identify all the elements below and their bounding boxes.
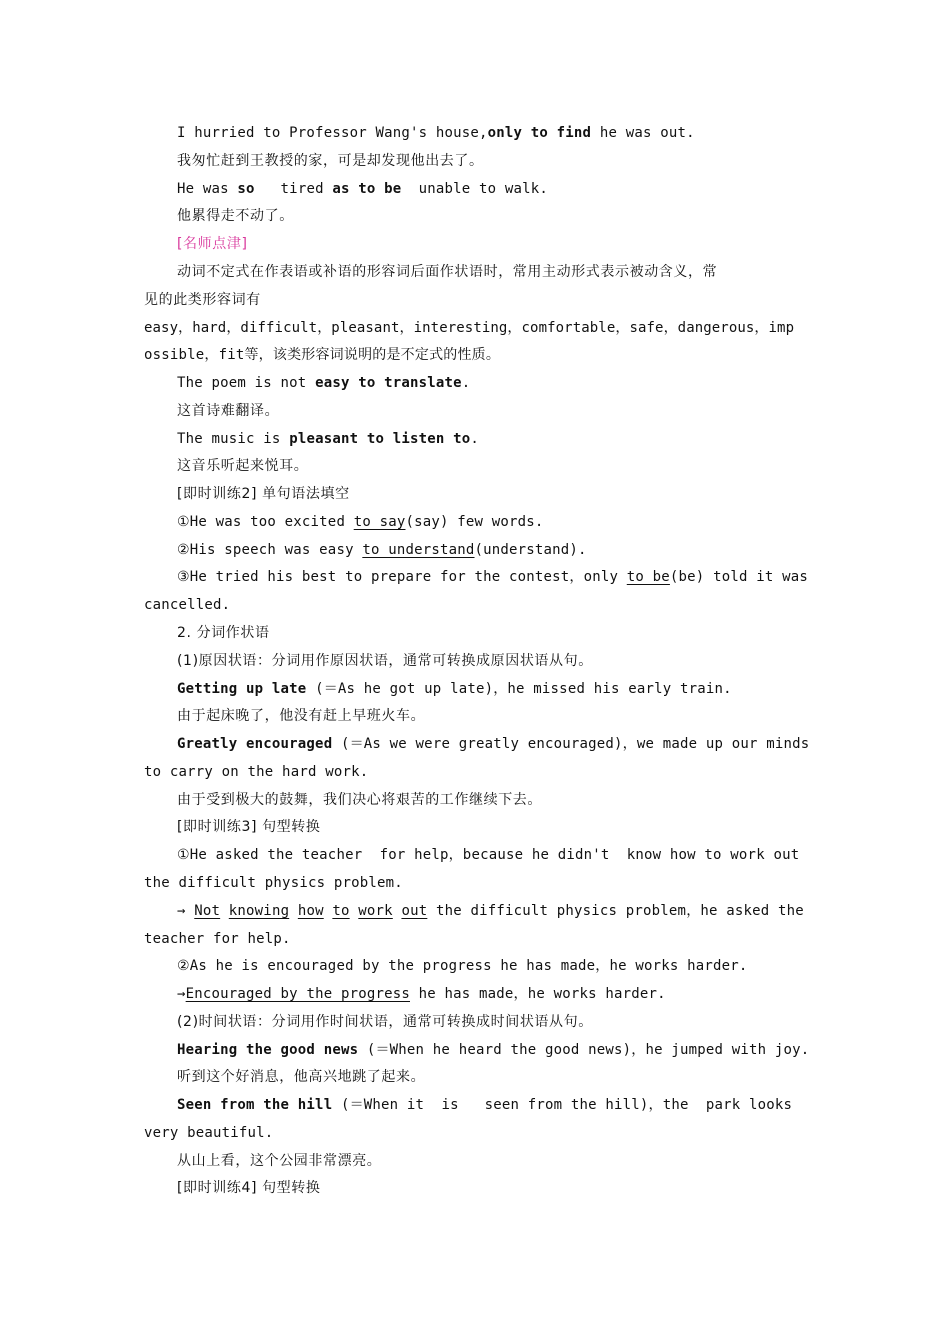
exercise-answer: →Encouraged by the progress he has made，he works harder. — [177, 986, 666, 1002]
example-sentence: Seen from the hill (＝When it is seen from the hill)，the park looks — [177, 1097, 793, 1113]
exercise-item: the difficult physics problem. — [144, 875, 403, 891]
subsection-heading: (1)原因状语：分词用作原因状语，通常可转换成原因状语从句。 — [177, 653, 593, 669]
exercise-item: ②His speech was easy to understand(understand). — [177, 542, 587, 558]
exercise-answer: → Not knowing how to work out the difficult physics problem，he asked the — [177, 903, 804, 919]
section-heading: 2. 分词作状语 — [177, 625, 270, 641]
exercise-item: ①He asked the teacher for help，because he didn't know how to work out — [177, 847, 800, 863]
exercise-heading: [即时训练4] 句型转换 — [177, 1180, 321, 1196]
exercise-item: ③He tried his best to prepare for the contest，only to be(be) told it was — [177, 569, 808, 585]
example-sentence: I hurried to Professor Wang's house,only to find he was out. — [177, 125, 695, 141]
adjective-list: ossible，fit等，该类形容词说明的是不定式的性质。 — [144, 347, 501, 363]
example-translation: 我匆忙赶到王教授的家，可是却发现他出去了。 — [177, 153, 484, 169]
example-translation: 由于起床晚了，他没有赶上早班火车。 — [177, 708, 426, 724]
example-sentence: to carry on the hard work. — [144, 764, 369, 780]
example-translation: 听到这个好消息，他高兴地跳了起来。 — [177, 1069, 426, 1085]
example-sentence: The poem is not easy to translate. — [177, 375, 471, 391]
exercise-item: ②As he is encouraged by the progress he has made，he works harder. — [177, 958, 748, 974]
example-translation: 这首诗难翻译。 — [177, 403, 280, 419]
example-translation: 从山上看，这个公园非常漂亮。 — [177, 1153, 382, 1169]
example-sentence: very beautiful. — [144, 1125, 274, 1141]
explanation-text: 见的此类形容词有 — [144, 292, 261, 308]
example-sentence: He was so tired as to be unable to walk. — [177, 181, 549, 197]
example-translation: 由于受到极大的鼓舞，我们决心将艰苦的工作继续下去。 — [177, 792, 542, 808]
exercise-heading: [即时训练2] 单句语法填空 — [177, 486, 350, 502]
exercise-item: cancelled. — [144, 597, 231, 613]
adjective-list: easy，hard，difficult，pleasant，interesting，comfortable，safe，dangerous，imp — [144, 320, 795, 336]
example-translation: 他累得走不动了。 — [177, 208, 294, 224]
explanation-text: 动词不定式在作表语或补语的形容词后面作状语时，常用主动形式表示被动含义，常 — [177, 264, 718, 280]
subsection-heading: (2)时间状语：分词用作时间状语，通常可转换成时间状语从句。 — [177, 1014, 593, 1030]
example-sentence: Hearing the good news (＝When he heard the good news)，he jumped with joy. — [177, 1042, 810, 1058]
exercise-heading: [即时训练3] 句型转换 — [177, 819, 321, 835]
example-sentence: Greatly encouraged (＝As we were greatly encouraged)，we made up our minds — [177, 736, 810, 752]
exercise-answer: teacher for help. — [144, 931, 291, 947]
example-translation: 这音乐听起来悦耳。 — [177, 458, 309, 474]
example-sentence: Getting up late (＝As he got up late)，he missed his early train. — [177, 681, 732, 697]
example-sentence: The music is pleasant to listen to. — [177, 431, 480, 447]
teacher-tip-heading: [名师点津] — [177, 236, 248, 252]
exercise-item: ①He was too excited to say(say) few words. — [177, 514, 544, 530]
